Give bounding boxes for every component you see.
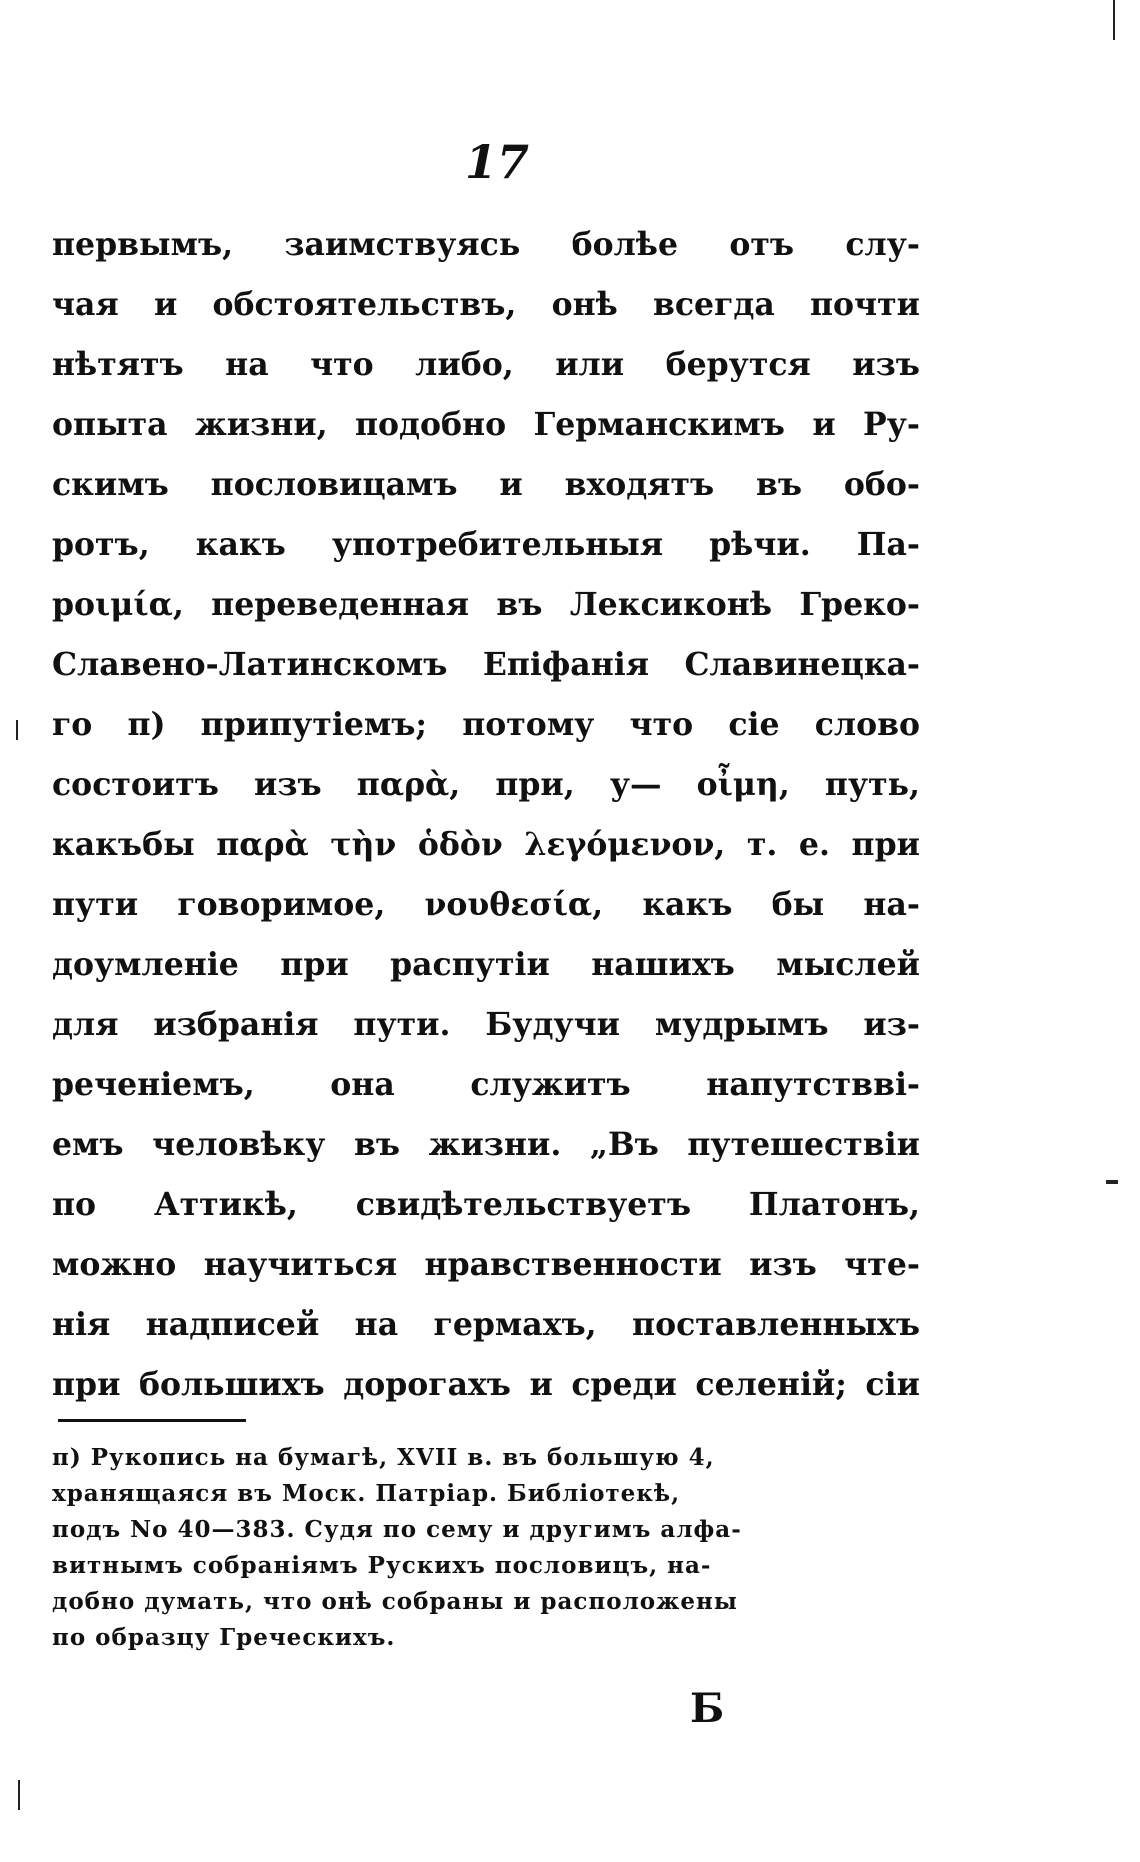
text-line	[52, 1175, 920, 1235]
word: первымъ,	[52, 226, 234, 263]
word: е.	[798, 826, 830, 863]
footnote-line: хранящаяся въ Моск. Патріар. Библіотекѣ,	[52, 1480, 681, 1507]
word: Ру-	[863, 406, 920, 443]
word: при,	[495, 766, 575, 803]
text-line	[52, 995, 920, 1055]
word: состоитъ	[52, 766, 219, 803]
word: жизни,	[194, 406, 328, 443]
word: переведенная	[211, 586, 470, 623]
word: Аттикѣ,	[153, 1186, 298, 1223]
word: и	[812, 406, 836, 443]
text-line	[52, 755, 920, 815]
word: селеній;	[695, 1366, 847, 1403]
word: какъ	[195, 526, 286, 563]
word: ὁδὸν	[417, 826, 503, 863]
word: гермахъ,	[433, 1306, 597, 1343]
footnote-divider	[58, 1419, 246, 1422]
word: всегда	[652, 286, 775, 323]
word: подобно	[354, 406, 507, 443]
ink-speck	[16, 720, 18, 740]
footnote-line: добно думать, что онѣ собраны и расположены	[52, 1588, 738, 1615]
word: входятъ	[564, 466, 715, 503]
word: научиться	[203, 1246, 398, 1283]
ink-speck	[1106, 1180, 1118, 1184]
word: въ	[496, 586, 543, 623]
word: пословицамъ	[210, 466, 458, 503]
word: человѣку	[152, 1126, 326, 1163]
text-line	[52, 1355, 920, 1415]
text-line	[52, 335, 920, 395]
word: чте-	[844, 1246, 920, 1283]
word: обо-	[843, 466, 920, 503]
main-text	[52, 215, 920, 1415]
word: какъ	[642, 886, 733, 923]
word: въ	[756, 466, 803, 503]
word: нравственности	[424, 1246, 722, 1283]
word: припутіемъ;	[200, 706, 428, 743]
word: реченіемъ,	[52, 1066, 255, 1103]
footnote-line: по образцу Греческихъ.	[52, 1624, 396, 1651]
word: онѣ	[551, 286, 618, 323]
word: надписей	[145, 1306, 320, 1343]
word: среди	[571, 1366, 677, 1403]
word: рѣчи.	[709, 526, 811, 563]
word: нѣтятъ	[52, 346, 184, 383]
word: путешествіи	[687, 1126, 920, 1163]
footnote-line: витнымъ собраніямъ Рускихъ пословицъ, на-	[52, 1552, 712, 1579]
text-line	[52, 1235, 920, 1295]
word: большихъ	[138, 1366, 325, 1403]
word: пути.	[353, 1006, 451, 1043]
word: Будучи	[485, 1006, 621, 1043]
word: напутствві-	[706, 1066, 920, 1103]
word: изъ	[852, 346, 920, 383]
word: чая	[52, 286, 119, 323]
text-line	[52, 875, 920, 935]
word: на	[354, 1306, 399, 1343]
word: изъ	[254, 766, 322, 803]
word: бы	[771, 886, 825, 923]
word: поставленныхъ	[632, 1306, 920, 1343]
word: νουθεσία,	[424, 886, 604, 923]
text-line	[52, 695, 920, 755]
word: на	[225, 346, 269, 383]
word: го	[52, 706, 93, 743]
word: у—	[609, 766, 662, 803]
word: Епіфанія	[482, 646, 650, 683]
word: λεγόμενον,	[524, 826, 726, 863]
word: по	[52, 1186, 97, 1223]
word: Германскимъ	[533, 406, 785, 443]
text-line	[52, 215, 920, 275]
word: пути	[52, 886, 139, 923]
word: берутся	[665, 346, 811, 383]
word: болѣе	[571, 226, 678, 263]
word: Па-	[856, 526, 920, 563]
word: т.	[746, 826, 778, 863]
word: жизни.	[428, 1126, 562, 1163]
word: Лексиконѣ	[569, 586, 772, 623]
word: сіи	[865, 1366, 920, 1403]
word: слово	[814, 706, 920, 743]
word: παρὰ,	[356, 766, 461, 803]
text-line	[52, 935, 920, 995]
word: сіе	[728, 706, 780, 743]
word: и	[529, 1366, 553, 1403]
word: обстоятельствъ,	[212, 286, 517, 323]
word: служитъ	[470, 1066, 631, 1103]
ink-speck	[1113, 0, 1115, 40]
word: τὴν	[330, 826, 397, 863]
word: въ	[354, 1126, 401, 1163]
word: что	[310, 346, 374, 383]
text-line	[52, 395, 920, 455]
word: παρὰ	[216, 826, 309, 863]
word: избранія	[153, 1006, 319, 1043]
word: какъбы	[52, 826, 195, 863]
footnote-line: подъ No 40—383. Судя по сему и другимъ алфа-	[52, 1516, 742, 1543]
word: мыслей	[776, 946, 920, 983]
word: из-	[863, 1006, 920, 1043]
word: ротъ,	[52, 526, 150, 563]
word: „Въ	[589, 1126, 659, 1163]
word: нія	[52, 1306, 111, 1343]
word: при	[280, 946, 349, 983]
text-line	[52, 275, 920, 335]
word: при	[52, 1366, 121, 1403]
footnotes	[52, 1440, 920, 1656]
text-line	[52, 1115, 920, 1175]
word: она	[330, 1066, 395, 1103]
word: изъ	[749, 1246, 817, 1283]
word: мудрымъ	[654, 1006, 829, 1043]
word: на-	[863, 886, 920, 923]
word: и	[153, 286, 178, 323]
word: почти	[809, 286, 920, 323]
text-line	[52, 575, 920, 635]
word: нашихъ	[591, 946, 735, 983]
word: и	[499, 466, 523, 503]
text-line	[52, 515, 920, 575]
word: распутіи	[390, 946, 550, 983]
signature-mark: Б	[690, 1685, 725, 1732]
word: говоримое,	[177, 886, 386, 923]
word: свидѣтельствуетъ	[355, 1186, 691, 1223]
word: для	[52, 1006, 119, 1043]
page-number: 17	[464, 135, 529, 189]
word: отъ	[729, 226, 795, 263]
word: Платонъ,	[748, 1186, 920, 1223]
word: употребительныя	[331, 526, 664, 563]
word: п)	[127, 706, 166, 743]
word: путь,	[824, 766, 920, 803]
word: заимствуясь	[284, 226, 521, 263]
text-line	[52, 635, 920, 695]
word: слу-	[845, 226, 920, 263]
word: опыта	[52, 406, 168, 443]
word: либо,	[415, 346, 514, 383]
word: можно	[52, 1246, 177, 1283]
word: Славено-Латинскомъ	[52, 646, 448, 683]
text-line	[52, 455, 920, 515]
word: потому	[462, 706, 595, 743]
text-line	[52, 815, 920, 875]
word: роιμία,	[52, 586, 184, 623]
word: Греко-	[799, 586, 920, 623]
word: дорогахъ	[343, 1366, 511, 1403]
word: доумленіе	[52, 946, 239, 983]
word: или	[555, 346, 625, 383]
word: что	[629, 706, 694, 743]
word: скимъ	[52, 466, 169, 503]
text-line	[52, 1055, 920, 1115]
word: при	[851, 826, 920, 863]
word: οἶμη,	[696, 766, 790, 803]
text-line	[52, 1295, 920, 1355]
footnote-line: п) Рукопись на бумагѣ, XVII в. въ большую 4,	[52, 1444, 715, 1471]
ink-speck	[18, 1780, 20, 1810]
word: емъ	[52, 1126, 124, 1163]
word: Славинецка-	[684, 646, 920, 683]
